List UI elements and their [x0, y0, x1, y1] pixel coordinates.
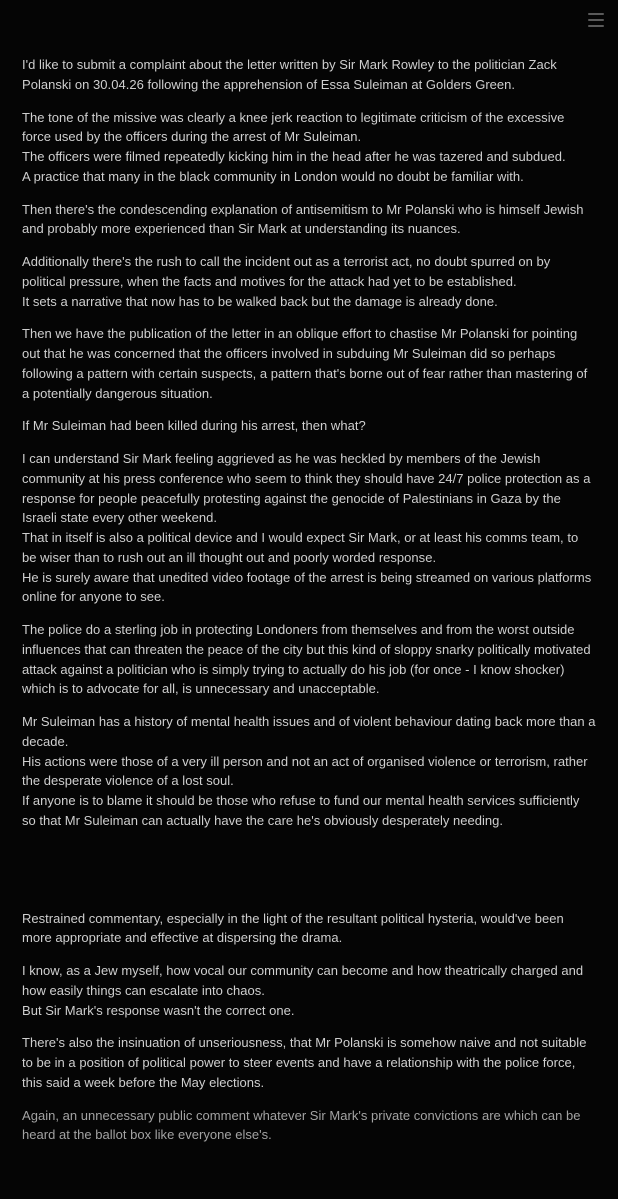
paragraph-line: That in itself is also a political device and I would expect Sir Mark, or at least his comms team, to be wiser than to rush out an ill thought out and poorly worded response. [22, 530, 579, 565]
paragraph-line: If anyone is to blame it should be those who refuse to fund our mental health services sufficiently so that Mr Suleiman can actually have the care he's obviously desperately needing. [22, 793, 580, 828]
paragraph [22, 712, 596, 830]
top-bar [0, 0, 618, 28]
paragraph-line: Additionally there's the rush to call the incident out as a terrorist act, no doubt spurred on by political pressure, when the facts and motives for the attack had yet to be established. [22, 254, 551, 289]
paragraph-line: Again, an unnecessary public comment whatever Sir Mark's private convictions are which can be heard at the ballot box like everyone else's. [22, 1107, 581, 1143]
paragraph-line: The police do a sterling job in protecting Londoners from themselves and from the worst outside influences that can threaten the peace of the city but this kind of sloppy snarky politically motivated attack against a politician who is simply trying to actually do his job (for once - I know shocker) which is to advocate for all, is unnecessary and unacceptable. [22, 622, 591, 697]
paragraph-line: The officers were filmed repeatedly kicking him in the head after he was tazered and subdued. [22, 149, 566, 164]
paragraph [22, 961, 596, 1020]
menu-line [588, 19, 604, 21]
paragraph [22, 324, 596, 403]
menu-line [588, 13, 604, 15]
paragraph-line: I can understand Sir Mark feeling aggrieved as he was heckled by members of the Jewish community at his press conference who seem to think they should have 24/7 police protection as a response for people peacefully protesting against the genocide of Palestinians in Gaza by the Israeli state every other weekend. [22, 451, 591, 526]
section-spacer [22, 844, 596, 909]
paragraph-line: Restrained commentary, especially in the light of the resultant political hysteria, would've been more appropriate and effective at dispersing the drama. [22, 910, 564, 946]
paragraph [22, 252, 596, 311]
paragraph-line: There's also the insinuation of unseriousness, that Mr Polanski is somehow naive and not suitable to be in a position of political power to steer events and have a relationship with the police force, this said a week before the May elections. [22, 1035, 587, 1090]
paragraph [22, 55, 596, 94]
paragraph-line: I'd like to submit a complaint about the letter written by Sir Mark Rowley to the politician Zack Polanski on 30.04.26 following the apprehension of Essa Suleiman at Golders Green. [22, 57, 557, 92]
paragraph [22, 416, 596, 436]
paragraph [22, 1033, 596, 1092]
paragraph-line: He is surely aware that unedited video footage of the arrest is being streamed on various platforms online for anyone to see. [22, 569, 592, 605]
paragraph-line: Then there's the condescending explanation of antisemitism to Mr Polanski who is himself Jewish and probably more experienced than Sir Mark at understanding its nuances. [22, 201, 584, 237]
paragraph [22, 909, 596, 948]
paragraph [22, 1106, 596, 1145]
paragraph [22, 108, 596, 187]
paragraph [22, 620, 596, 699]
paragraph-line: His actions were those of a very ill person and not an act of organised violence or terrorism, rather the desperate violence of a lost soul. [22, 753, 588, 789]
hamburger-menu-icon[interactable] [588, 13, 604, 27]
letter-section-1 [22, 55, 596, 830]
paragraph-line: It sets a narrative that now has to be walked back but the damage is already done. [22, 293, 498, 309]
paragraph-line: The tone of the missive was clearly a knee jerk reaction to legitimate criticism of the excessive force used by the officers during the arrest of Mr Suleiman. [22, 109, 565, 145]
letter-body [22, 55, 596, 1158]
letter-section-2 [22, 909, 596, 1146]
paragraph [22, 200, 596, 239]
menu-line [588, 25, 604, 27]
paragraph-line: But Sir Mark's response wasn't the correct one. [22, 1002, 295, 1018]
paragraph-line: Then we have the publication of the letter in an oblique effort to chastise Mr Polanski for pointing out that he was concerned that the officers involved in subduing Mr Suleiman did so perhaps following a pattern with certain suspects, a pattern that's borne out of fear rather than mastering of a potentially dangerous situation. [22, 326, 588, 401]
paragraph [22, 449, 596, 607]
paragraph-line: If Mr Suleiman had been killed during his arrest, then what? [22, 418, 366, 434]
paragraph-line: Mr Suleiman has a history of mental health issues and of violent behaviour dating back more than a decade. [22, 714, 596, 749]
paragraph-line: A practice that many in the black community in London would no doubt be familiar with. [22, 168, 524, 184]
paragraph-line: I know, as a Jew myself, how vocal our community can become and how theatrically charged and how easily things can escalate into chaos. [22, 963, 584, 998]
